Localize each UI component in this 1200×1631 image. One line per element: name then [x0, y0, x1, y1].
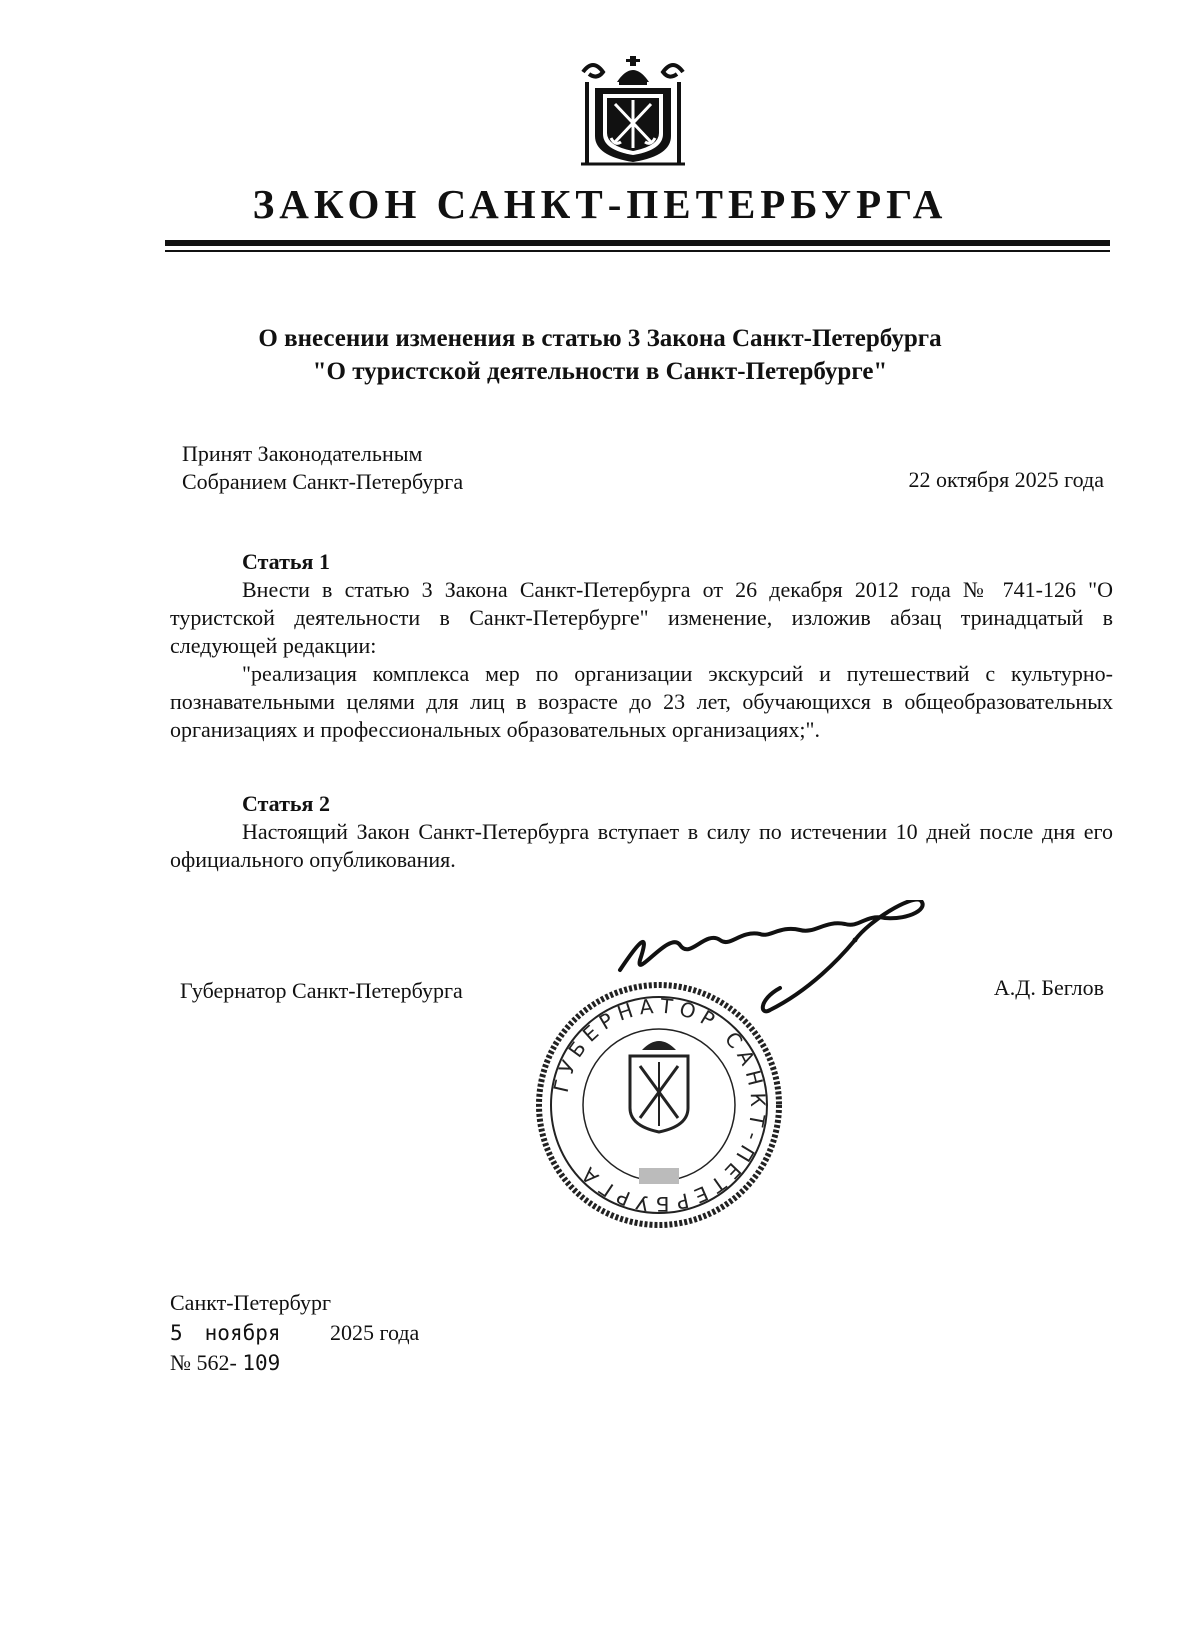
article-heading: Статья 2: [242, 791, 330, 816]
footer-number-prefix: № 562-: [170, 1350, 237, 1375]
adoption-block: [182, 440, 463, 496]
article-1: [170, 548, 1113, 744]
law-name-line-2: "О туристской деятельности в Санкт-Петербурге": [312, 358, 888, 385]
footer-day: 5: [170, 1321, 183, 1345]
document-title: ЗАКОН САНКТ-ПЕТЕРБУРГА: [252, 181, 948, 227]
law-name-line-1: О внесении изменения в статью 3 Закона Санкт-Петербурга: [258, 325, 942, 352]
footer-number-suffix: 109: [242, 1351, 281, 1375]
article-paragraph: Настоящий Закон Санкт-Петербурга вступает в силу по истечении 10 дней после дня его официального опубликования.: [170, 819, 1113, 872]
footer-month: ноября: [204, 1321, 281, 1345]
footer-city: Санкт-Петербург: [170, 1290, 331, 1315]
footer-year: 2025 года: [330, 1320, 420, 1345]
footer-date: [170, 1318, 419, 1348]
governor-name: А.Д. Беглов: [993, 975, 1104, 1000]
article-heading: Статья 1: [242, 549, 330, 574]
document-footer: [170, 1288, 419, 1378]
article-2: [170, 790, 1113, 874]
article-paragraph: Внести в статью 3 Закона Санкт-Петербурга от 26 декабря 2012 года № 741-126 "О туристской деятельности в Санкт-Петербурге" изменение, изложив абзац тринадцатый в следующей редакции:: [170, 577, 1113, 658]
law-name: [0, 322, 1200, 388]
coat-of-arms-icon: [573, 52, 693, 172]
handwritten-signature-icon: [610, 900, 970, 1020]
adoption-line-2: Собранием Санкт-Петербурга: [182, 469, 464, 494]
svg-text:ГУБЕРНАТОР САНКТ-ПЕТЕРБУРГА: ГУБЕРНАТОР САНКТ-ПЕТЕРБУРГА: [548, 993, 771, 1217]
article-paragraph: "реализация комплекса мер по организации экскурсий и путешествий с культурно-познавательными целями для лиц в возрасте до 23 лет, обучающихся в общеобразовательных организациях и профессиональных образовательных организациях;".: [170, 661, 1113, 742]
adoption-date: 22 октября 2025 года: [908, 467, 1104, 492]
title-rule-thick: [165, 240, 1110, 246]
title-rule-thin: [165, 250, 1110, 252]
governor-position: Губернатор Санкт-Петербурга: [180, 978, 463, 1003]
adoption-line-1: Принят Законодательным: [182, 441, 423, 466]
footer-number: [170, 1348, 419, 1378]
